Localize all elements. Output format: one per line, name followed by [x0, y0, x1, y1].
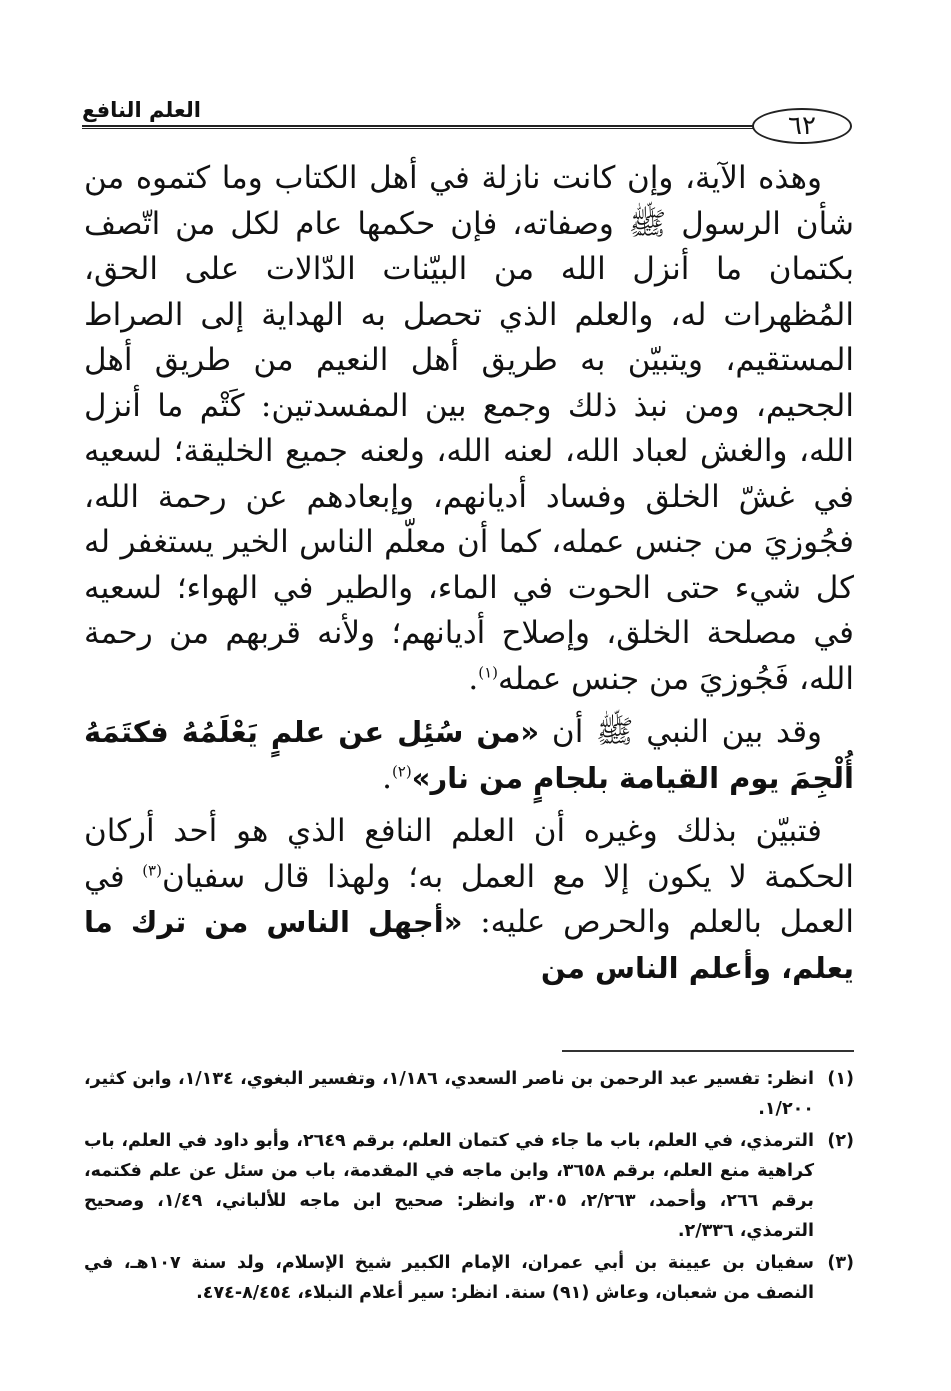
footnote-text: سفيان بن عيينة بن أبي عمران، الإمام الكبير شيخ الإسلام، ولد سنة ١٠٧هـ، في النصف من شعبان، وعاش (٩١) سنة. انظر: سير أعلام النبلاء، ٨/٤٥٤-٤٧٤. — [84, 1253, 814, 1303]
paragraph-1 — [84, 156, 854, 702]
footnotes — [84, 1064, 854, 1310]
footnote-text: الترمذي، في العلم، باب ما جاء في كتمان العلم، برقم ٢٦٤٩، وأبو داود في العلم، باب كراهية منع العلم، برقم ٣٦٥٨، وابن ماجه في المقدمة، باب من سئل عن علم فكتمه، برقم ٢٦٦، وأحمد، ٢/٢٦٣، ٣٠٥، وانظر: صحيح ابن ماجه للألباني، ١/٤٩، وصحيح الترمذي، ٢/٣٣٦. — [84, 1131, 815, 1241]
footnote-3 — [84, 1248, 854, 1308]
footnote-1 — [84, 1064, 854, 1124]
footnote-2 — [84, 1126, 854, 1246]
header-rule — [82, 125, 768, 129]
footnote-ref-2: (٢) — [391, 762, 412, 781]
paragraph-3-mid: في العمل بالعلم والحرص عليه: — [84, 858, 854, 940]
footnote-ref-1: (١) — [478, 663, 498, 682]
running-header — [82, 98, 852, 146]
footnote-text: انظر: تفسير عبد الرحمن بن ناصر السعدي، ١/١٨٦، وتفسير البغوي، ١/١٣٤، وابن كثير، ١/٢٠٠. — [84, 1069, 815, 1119]
page-number: ٦٢ — [752, 108, 852, 144]
paragraph-3-lead: فتبيّن بذلك وغيره أن العلم النافع الذي هو أحد أركان الحكمة لا يكون إلا مع العمل به؛ ولهذا قال سفيان — [84, 813, 854, 895]
footnote-ref-3: (٣) — [142, 861, 162, 880]
sufyan-quote: «أجهل الناس من ترك ما يعلم، وأعلم الناس من — [84, 905, 854, 985]
paragraph-1-end: . — [468, 660, 479, 697]
paragraph-2-end: . — [382, 759, 392, 796]
paragraph-3 — [84, 809, 854, 991]
hadith-quote: «من سُئِل عن علمٍ يَعْلَمُهُ فكتَمَهُ أُلْجِمَ يوم القيامة بلجامٍ من نار» — [84, 715, 854, 795]
footnote-number: (٣) — [827, 1253, 854, 1273]
paragraph-1-text: وهذه الآية، وإن كانت نازلة في أهل الكتاب وما كتموه من شأن الرسول ﷺ وصفاته، فإن حكمها عام لكل من اتّصف بكتمان ما أنزل الله من البيّنات الدّالات على الحق، المُظهرات له، والعلم الذي تحصل به الهداية إلى الصراط المستقيم، ويتبيّن به طريق أهل النعيم من طريق أهل الجحيم، ومن نبذ ذلك وجمع بين المفسدتين: كَتْم ما أنزل الله، والغش لعباد الله، لعنه الله، ولعنه جميع الخليقة؛ لسعيه في غشّ الخلق وفساد أديانهم، وإبعادهم عن رحمة الله، فجُوزيَ من جنس عمله، كما أن معلّم الناس الخير يستغفر له كل شيء حتى الحوت في الماء، والطير في الهواء؛ لسعيه في مصلحة الخلق، وإصلاح أديانهم؛ ولأنه قربهم من رحمة الله، فَجُوزيَ من جنس عمله — [84, 160, 854, 697]
running-title: العلم النافع — [82, 98, 201, 122]
footnote-number: (٢) — [827, 1131, 854, 1151]
main-text — [84, 156, 854, 991]
paragraph-2-lead: وقد بين النبي ﷺ أن — [551, 714, 823, 750]
footnote-number: (١) — [827, 1069, 854, 1089]
paragraph-2 — [84, 710, 854, 801]
footnote-separator — [562, 1050, 854, 1052]
